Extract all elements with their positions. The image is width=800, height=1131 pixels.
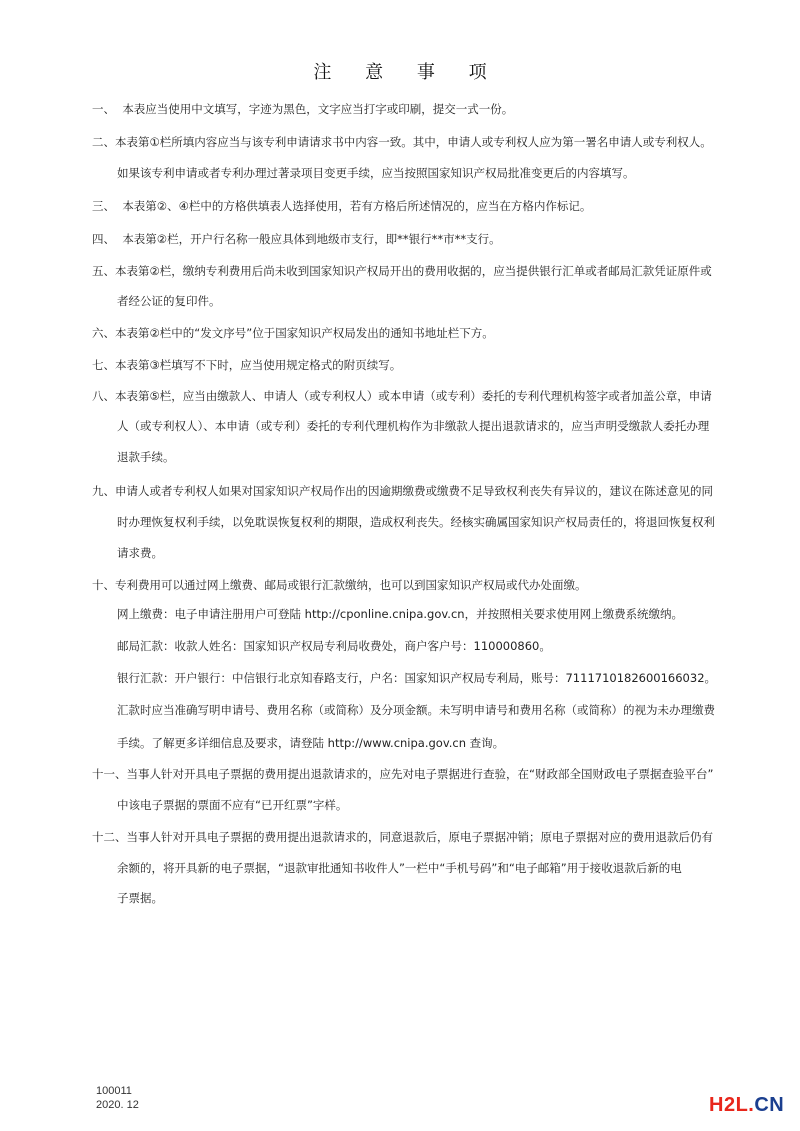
item-number: 十二、 — [92, 830, 127, 844]
item-text-continued: 如果该专利申请或者专利办理过著录项目变更手续，应当按照国家知识产权局批准变更后的内容填写。 — [117, 166, 635, 180]
watermark-cn: CN — [754, 1094, 785, 1116]
note-item-10 — [92, 577, 752, 593]
note-item-7 — [92, 357, 752, 373]
item-text-continued: 汇款时应当准确写明申请号、费用名称（或简称）及分项金额。未写明申请号和费用名称（或简称）的视为未办理缴费 — [117, 703, 715, 717]
form-code: 100011 — [96, 1085, 132, 1097]
note-item-3 — [92, 198, 752, 214]
item-number: 八、 — [92, 389, 115, 403]
note-item-4 — [92, 231, 752, 247]
watermark-h2l: H2L — [709, 1094, 749, 1116]
item-text: 本表第①栏所填内容应当与该专利申请请求书中内容一致。其中，申请人或专利权人应为第一署名申请人或专利权人。 — [115, 135, 712, 149]
item-number: 三、 — [92, 199, 115, 213]
item-text-continued: 中该电子票据的票面不应有“已开红票”字样。 — [117, 798, 348, 812]
item-text: 本表第②栏，缴纳专利费用后尚未收到国家知识产权局开出的费用收据的，应当提供银行汇单或者邮局汇款凭证原件或 — [115, 264, 712, 278]
note-item-1 — [92, 101, 752, 117]
item-text: 本表第⑤栏，应当由缴款人、申请人（或专利权人）或本申请（或专利）委托的专利代理机构签字或者加盖公章，申请 — [115, 389, 712, 403]
postal-remittance-line: 邮局汇款：收款人姓名：国家知识产权局专利局收费处，商户客户号：110000860。 — [117, 639, 551, 653]
item-text-continued: 时办理恢复权利手续，以免耽误恢复权利的期限，造成权利丧失。经核实确属国家知识产权局责任的，将退回恢复权利 — [117, 515, 715, 529]
item-text-continued: 退款手续。 — [117, 450, 175, 464]
item-text-continued: 子票据。 — [117, 891, 163, 905]
item-number: 十、 — [92, 578, 115, 592]
note-item-2 — [92, 134, 752, 150]
item-number: 四、 — [92, 232, 115, 246]
site-watermark-logo — [709, 1094, 784, 1117]
item-number: 九、 — [92, 484, 115, 498]
item-text-continued: 手续。了解更多详细信息及要求，请登陆 http://www.cnipa.gov.cn 查询。 — [117, 736, 505, 750]
item-text-continued: 人（或专利权人）、本申请（或专利）委托的专利代理机构作为非缴款人提出退款请求的，应当声明受缴款人委托办理 — [117, 419, 710, 433]
item-text: 申请人或者专利权人如果对国家知识产权局作出的因逾期缴费或缴费不足导致权利丧失有异议的，建议在陈述意见的同 — [115, 484, 713, 498]
item-text: 本表第③栏填写不下时，应当使用规定格式的附页续写。 — [115, 358, 402, 372]
note-item-5 — [92, 263, 752, 279]
item-number: 五、 — [92, 264, 115, 278]
item-number: 十一、 — [92, 767, 127, 781]
item-text-continued: 请求费。 — [117, 546, 163, 560]
item-text: 专利费用可以通过网上缴费、邮局或银行汇款缴纳，也可以到国家知识产权局或代办处面缴。 — [115, 578, 587, 592]
item-text: 本表应当使用中文填写，字迹为黑色，文字应当打字或印刷，提交一式一份。 — [122, 102, 514, 116]
note-item-12 — [92, 829, 752, 845]
note-item-8 — [92, 388, 752, 404]
item-text: 当事人针对开具电子票据的费用提出退款请求的，同意退款后，原电子票据冲销；原电子票据对应的费用退款后仍有 — [126, 830, 713, 844]
item-text: 本表第②栏，开户行名称一般应具体到地级市支行，即**银行**市**支行。 — [122, 232, 501, 246]
item-text-continued: 余额的，将开具新的电子票据，“退款审批通知书收件人”一栏中“手机号码”和“电子邮箱”用于接收退款后新的电 — [117, 861, 682, 875]
item-number: 二、 — [92, 135, 115, 149]
bank-remittance-line: 银行汇款：开户银行：中信银行北京知春路支行，户名：国家知识产权局专利局，账号：7111710182600166032。 — [117, 671, 717, 685]
watermark-dot: . — [748, 1094, 755, 1116]
item-text: 当事人针对开具电子票据的费用提出退款请求的，应先对电子票据进行查验，在“财政部全国财政电子票据查验平台” — [126, 767, 714, 781]
item-number: 六、 — [92, 326, 115, 340]
page-title: 注 意 事 项 — [313, 62, 501, 83]
item-number: 一、 — [92, 102, 115, 116]
item-text: 本表第②、④栏中的方格供填表人选择使用，若有方格后所述情况的，应当在方格内作标记。 — [122, 199, 592, 213]
note-item-11 — [92, 766, 752, 782]
note-item-9 — [92, 483, 752, 499]
form-date: 2020. 12 — [96, 1099, 139, 1111]
item-number: 七、 — [92, 358, 115, 372]
item-text-continued: 者经公证的复印件。 — [117, 294, 221, 308]
online-payment-line: 网上缴费：电子申请注册用户可登陆 http://cponline.cnipa.gov.cn，并按照相关要求使用网上缴费系统缴纳。 — [117, 607, 684, 621]
note-item-6 — [92, 325, 752, 341]
item-text: 本表第②栏中的“发文序号”位于国家知识产权局发出的通知书地址栏下方。 — [115, 326, 494, 340]
